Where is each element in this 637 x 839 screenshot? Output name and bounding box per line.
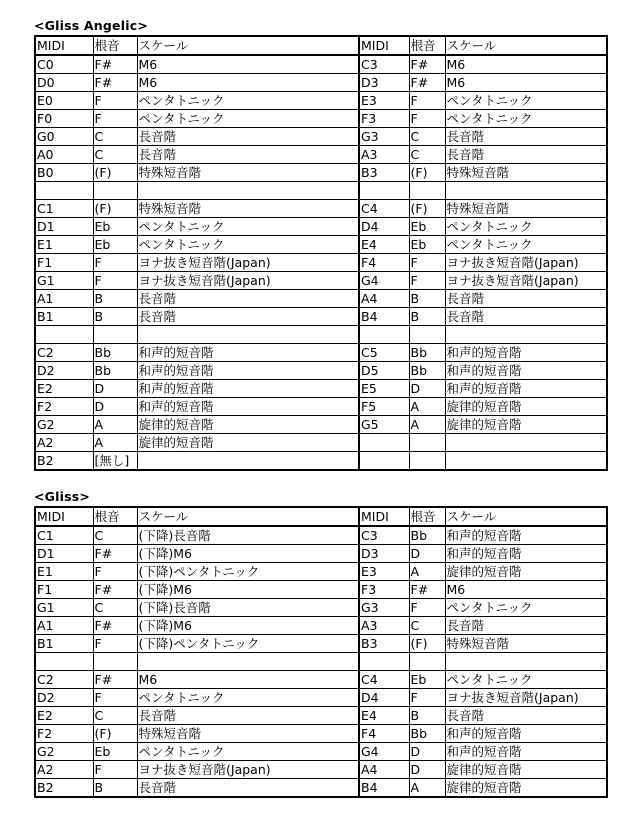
table-row [35,128,607,146]
root-note-cell: Eb [93,236,137,254]
root-note-cell: Bb [409,344,445,362]
root-note-cell: F [409,92,445,110]
scale-cell [445,326,607,344]
scale-cell: ヨナ抜き短音階(Japan) [137,254,359,272]
table-row [35,743,607,761]
root-note-cell: A [409,779,445,798]
table-row [35,146,607,164]
table-row [35,779,607,798]
scale-cell: 特殊短音階 [445,635,607,653]
root-note-cell: Eb [93,743,137,761]
scale-cell: ペンタトニック [445,92,607,110]
root-note-cell: B [93,779,137,798]
midi-cell: B3 [359,635,409,653]
scale-cell: 旋律的短音階 [445,779,607,798]
scale-cell: 旋律的短音階 [445,416,607,434]
scale-cell: 長音階 [137,146,359,164]
scale-cell: 特殊短音階 [137,200,359,218]
header-row [35,36,607,55]
table-row [35,218,607,236]
scale-cell: 和声的短音階 [445,743,607,761]
column-header: 根音 [93,36,137,55]
midi-cell: G5 [359,416,409,434]
midi-cell: G1 [35,272,93,290]
table-row [35,452,607,471]
root-note-cell: F [93,272,137,290]
root-note-cell [409,452,445,471]
section-title-gliss-angelic: <Gliss Angelic> [34,18,148,33]
root-note-cell: C [409,128,445,146]
scale-cell [445,452,607,471]
table-row [35,416,607,434]
root-note-cell: (F) [93,164,137,182]
root-note-cell: F# [409,74,445,92]
root-note-cell: F# [93,671,137,689]
header-row [35,507,607,526]
root-note-cell: F# [93,581,137,599]
scale-cell: M6 [445,74,607,92]
scale-cell: (下降)ペンタトニック [137,635,359,653]
table-row [35,236,607,254]
root-note-cell: Bb [93,362,137,380]
scale-cell: 特殊短音階 [137,725,359,743]
midi-cell: F2 [35,725,93,743]
table-row [35,761,607,779]
scale-cell: 特殊短音階 [445,164,607,182]
root-note-cell: F [409,254,445,272]
midi-cell: B3 [359,164,409,182]
midi-cell [35,182,93,200]
root-note-cell: F [409,110,445,128]
midi-cell: F5 [359,398,409,416]
scale-cell: 特殊短音階 [445,200,607,218]
root-note-cell: F# [93,55,137,74]
midi-cell: E5 [359,380,409,398]
column-header: MIDI [359,36,409,55]
scale-cell: 長音階 [445,128,607,146]
scale-cell: 長音階 [445,617,607,635]
root-note-cell: F# [93,617,137,635]
root-note-cell: F [93,254,137,272]
root-note-cell: D [93,398,137,416]
root-note-cell: A [409,416,445,434]
midi-cell: A1 [35,617,93,635]
scale-cell: 長音階 [445,146,607,164]
root-note-cell: Bb [409,725,445,743]
root-note-cell: (F) [93,200,137,218]
table-row [35,74,607,92]
table-row [35,635,607,653]
midi-cell: G3 [359,599,409,617]
midi-cell: C3 [359,526,409,545]
table-row [35,380,607,398]
scale-cell [445,182,607,200]
midi-cell: C1 [35,526,93,545]
root-note-cell: Eb [93,218,137,236]
scale-cell: ペンタトニック [445,236,607,254]
table-row [35,110,607,128]
root-note-cell: F# [409,581,445,599]
scale-cell: 長音階 [137,290,359,308]
midi-cell: C5 [359,344,409,362]
root-note-cell: A [93,434,137,452]
table-row [35,362,607,380]
scale-cell: 旋律的短音階 [445,761,607,779]
scale-cell: 和声的短音階 [445,380,607,398]
table-row [35,164,607,182]
scale-cell [445,434,607,452]
scale-cell: ペンタトニック [137,743,359,761]
midi-cell [359,326,409,344]
root-note-cell: C [93,146,137,164]
midi-cell [35,653,93,671]
midi-cell: G1 [35,599,93,617]
midi-cell: D4 [359,218,409,236]
root-note-cell: F [409,689,445,707]
root-note-cell: F [93,563,137,581]
scale-cell: 和声的短音階 [445,344,607,362]
table-row [35,689,607,707]
midi-cell: F4 [359,725,409,743]
table-row [35,182,607,200]
table-row [35,563,607,581]
scale-cell: ペンタトニック [137,92,359,110]
midi-cell: E3 [359,563,409,581]
midi-cell: B4 [359,308,409,326]
midi-cell: D4 [359,689,409,707]
midi-cell: E1 [35,563,93,581]
table-row [35,617,607,635]
midi-cell: G4 [359,743,409,761]
table-row [35,526,607,545]
scale-cell: M6 [445,55,607,74]
midi-cell: F4 [359,254,409,272]
scale-cell: M6 [137,671,359,689]
root-note-cell: F# [93,74,137,92]
table-row [35,326,607,344]
scale-cell: ペンタトニック [137,236,359,254]
midi-cell: F3 [359,110,409,128]
scale-cell: ヨナ抜き短音階(Japan) [445,272,607,290]
midi-cell: C2 [35,344,93,362]
midi-cell: A4 [359,290,409,308]
midi-cell: G2 [35,743,93,761]
root-note-cell: (F) [409,635,445,653]
midi-cell: E2 [35,707,93,725]
midi-cell: B1 [35,308,93,326]
midi-cell: E0 [35,92,93,110]
table-row [35,272,607,290]
root-note-cell: (F) [409,164,445,182]
root-note-cell: F [409,272,445,290]
root-note-cell: A [93,416,137,434]
root-note-cell: C [93,599,137,617]
scale-cell: 和声的短音階 [445,526,607,545]
midi-cell: E3 [359,92,409,110]
root-note-cell: Bb [409,526,445,545]
midi-cell [359,653,409,671]
midi-cell: F0 [35,110,93,128]
root-note-cell [93,182,137,200]
root-note-cell [93,653,137,671]
table-row [35,92,607,110]
midi-cell: D5 [359,362,409,380]
scale-cell: 和声的短音階 [137,380,359,398]
root-note-cell [409,434,445,452]
scale-cell: 長音階 [445,290,607,308]
table-row [35,653,607,671]
root-note-cell: D [409,761,445,779]
table-row [35,581,607,599]
root-note-cell: F# [93,545,137,563]
scale-cell: 長音階 [137,128,359,146]
scale-cell [137,653,359,671]
root-note-cell: B [409,707,445,725]
midi-cell: B2 [35,779,93,798]
column-header: 根音 [409,507,445,526]
scale-cell: (下降)M6 [137,581,359,599]
midi-cell: E2 [35,380,93,398]
root-note-cell: F [93,689,137,707]
table-row [35,308,607,326]
scale-cell: 長音階 [445,308,607,326]
root-note-cell [409,326,445,344]
midi-cell: A1 [35,290,93,308]
midi-cell [359,182,409,200]
root-note-cell: C [409,146,445,164]
midi-cell: B4 [359,779,409,798]
column-header: スケール [445,507,607,526]
midi-cell: G2 [35,416,93,434]
scale-cell: 長音階 [137,707,359,725]
root-note-cell: A [409,398,445,416]
root-note-cell: F [409,599,445,617]
root-note-cell: B [93,308,137,326]
root-note-cell [409,653,445,671]
root-note-cell: F# [409,55,445,74]
midi-cell [359,434,409,452]
column-header: MIDI [35,36,93,55]
root-note-cell: A [409,563,445,581]
scale-cell: ペンタトニック [445,599,607,617]
scale-cell: (下降)M6 [137,545,359,563]
scale-cell: 和声的短音階 [445,545,607,563]
column-header: MIDI [35,507,93,526]
table-row [35,200,607,218]
midi-cell: A2 [35,761,93,779]
column-header: スケール [445,36,607,55]
table-row [35,290,607,308]
root-note-cell [409,182,445,200]
root-note-cell: C [93,526,137,545]
root-note-cell: F [93,635,137,653]
table-row [35,545,607,563]
table-row [35,55,607,74]
scale-cell: 和声的短音階 [137,398,359,416]
midi-cell: B2 [35,452,93,471]
scale-cell: ペンタトニック [445,110,607,128]
table-row [35,254,607,272]
column-header: スケール [137,507,359,526]
midi-cell: A4 [359,761,409,779]
scale-cell: 和声的短音階 [137,344,359,362]
midi-cell: A3 [359,146,409,164]
midi-cell: D1 [35,545,93,563]
midi-cell [359,452,409,471]
midi-cell [35,326,93,344]
midi-cell: C1 [35,200,93,218]
scale-cell: 長音階 [445,707,607,725]
table-row [35,671,607,689]
root-note-cell: Eb [409,236,445,254]
midi-cell: B1 [35,635,93,653]
scale-cell: ヨナ抜き短音階(Japan) [137,272,359,290]
midi-cell: E4 [359,707,409,725]
midi-cell: F1 [35,254,93,272]
scale-cell: 旋律的短音階 [137,416,359,434]
scale-cell: ペンタトニック [445,218,607,236]
root-note-cell: F [93,761,137,779]
column-header: 根音 [93,507,137,526]
midi-cell: D0 [35,74,93,92]
root-note-cell: (F) [93,725,137,743]
scale-cell: 長音階 [137,779,359,798]
midi-cell: D2 [35,689,93,707]
scale-cell: (下降)長音階 [137,599,359,617]
table-row [35,398,607,416]
midi-cell: E4 [359,236,409,254]
midi-cell: F2 [35,398,93,416]
scale-cell: 旋律的短音階 [445,398,607,416]
scale-cell: 旋律的短音階 [445,563,607,581]
scale-cell: M6 [137,55,359,74]
root-note-cell: Bb [409,362,445,380]
scale-cell [137,326,359,344]
scale-cell: 和声的短音階 [445,362,607,380]
midi-cell: D3 [359,74,409,92]
midi-cell: C4 [359,200,409,218]
midi-cell: E1 [35,236,93,254]
table-row [35,725,607,743]
gliss-table [34,506,608,798]
gliss-angelic-table [34,35,608,471]
scale-cell: (下降)長音階 [137,526,359,545]
scale-cell: ヨナ抜き短音階(Japan) [445,689,607,707]
table-row [35,344,607,362]
scale-cell [445,653,607,671]
scale-cell: (下降)ペンタトニック [137,563,359,581]
root-note-cell: Eb [409,218,445,236]
root-note-cell: F [93,92,137,110]
root-note-cell: D [409,545,445,563]
scale-cell: M6 [137,74,359,92]
root-note-cell: C [93,128,137,146]
midi-cell: A0 [35,146,93,164]
midi-cell: G3 [359,128,409,146]
scale-cell [137,452,359,471]
midi-cell: C2 [35,671,93,689]
root-note-cell: C [93,707,137,725]
root-note-cell [93,326,137,344]
root-note-cell: F [93,110,137,128]
column-header: MIDI [359,507,409,526]
table-row [35,707,607,725]
scale-cell: ヨナ抜き短音階(Japan) [137,761,359,779]
section-title-gliss: <Gliss> [34,489,91,504]
scale-cell [137,182,359,200]
root-note-cell: B [409,308,445,326]
root-note-cell: B [409,290,445,308]
midi-cell: D2 [35,362,93,380]
midi-cell: A3 [359,617,409,635]
midi-cell: B0 [35,164,93,182]
midi-cell: C4 [359,671,409,689]
midi-cell: F3 [359,581,409,599]
table-row [35,599,607,617]
root-note-cell: Bb [93,344,137,362]
scale-cell: 特殊短音階 [137,164,359,182]
scale-cell: ペンタトニック [445,671,607,689]
column-header: スケール [137,36,359,55]
scale-cell: 和声的短音階 [137,362,359,380]
root-note-cell: [無し] [93,452,137,471]
midi-cell: F1 [35,581,93,599]
root-note-cell: B [93,290,137,308]
root-note-cell: D [93,380,137,398]
scale-cell: (下降)M6 [137,617,359,635]
midi-cell: A2 [35,434,93,452]
scale-cell: M6 [445,581,607,599]
scale-cell: ペンタトニック [137,218,359,236]
root-note-cell: D [409,380,445,398]
root-note-cell: D [409,743,445,761]
scale-cell: ヨナ抜き短音階(Japan) [445,254,607,272]
midi-cell: C3 [359,55,409,74]
midi-cell: D3 [359,545,409,563]
midi-cell: G0 [35,128,93,146]
column-header: 根音 [409,36,445,55]
scale-cell: 長音階 [137,308,359,326]
midi-cell: G4 [359,272,409,290]
root-note-cell: Eb [409,671,445,689]
scale-cell: ペンタトニック [137,110,359,128]
midi-cell: C0 [35,55,93,74]
scale-cell: 和声的短音階 [445,725,607,743]
table-row [35,434,607,452]
root-note-cell: (F) [409,200,445,218]
root-note-cell: C [409,617,445,635]
scale-cell: 旋律的短音階 [137,434,359,452]
midi-cell: D1 [35,218,93,236]
scale-cell: ペンタトニック [137,689,359,707]
